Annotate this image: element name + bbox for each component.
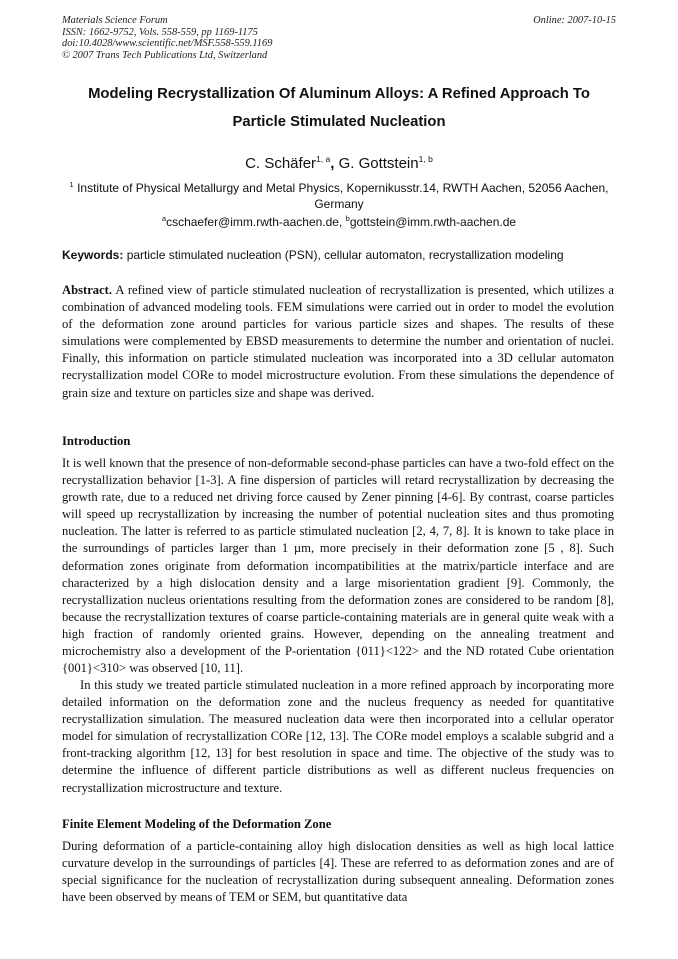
- paper-title: [40, 80, 638, 136]
- title-line-1: Modeling Recrystallization Of Aluminum Alloys: A Refined Approach To: [88, 86, 590, 102]
- email-a-sup: a: [161, 214, 167, 223]
- affiliation: [62, 177, 616, 212]
- introduction-heading: Introduction: [62, 434, 131, 448]
- affiliation-text: Institute of Physical Metallurgy and Metal Physics, Kopernikusstr.14, RWTH Aachen, 52056 Aachen, Germany: [77, 181, 609, 211]
- keywords: [62, 248, 616, 263]
- email-separator: ,: [338, 215, 346, 229]
- issn-line: ISSN: 1662-9752, Vols. 558-559, pp 1169-1175: [62, 26, 258, 38]
- journal-header: [62, 15, 616, 61]
- author-2-name: G. Gottstein: [338, 155, 419, 172]
- author-separator: ,: [330, 155, 339, 172]
- fem-heading: Finite Element Modeling of the Deformation Zone: [62, 817, 332, 831]
- doi-line: doi:10.4028/www.scientific.net/MSF.558-559.1169: [62, 38, 273, 50]
- title-line-2: Particle Stimulated Nucleation: [232, 114, 446, 130]
- email-line: [0, 211, 678, 230]
- email-b: gottstein@imm.rwth-aachen.de: [349, 215, 517, 229]
- author-list: [0, 150, 678, 173]
- author-2-sup: 1, b: [418, 154, 433, 164]
- abstract-label: Abstract.: [62, 283, 113, 297]
- abstract-text: A refined view of particle stimulated nucleation of recrystallization is presented, which utilizes a combination of advanced modeling tools. FEM simulations were carried out in order to model the evolution of the deformation zone around particles for various particle sizes and shapes. The results of these simulations were complemented by EBSD measurements to determine the number and orientation of nuclei. Finally, this information on particle stimulated nucleation was incorporated into a 3D cellular automaton recrystallization model CORe to model microstructure evolution. From these simulations the dependence of grain size and texture on particles size and shape was derived.: [62, 283, 614, 400]
- introduction-paragraph-1: It is well known that the presence of non-deformable second-phase particles can have a two-fold effect on the recrystallization behavior [1-3]. A fine dispersion of particles will retard recrystallization by decreasing the growth rate, due to a reduced net driving force caused by Zener pinning [4-6]. By contrast, coarse particles will speed up recrystallization by increasing the number of potential nucleation sites and thus promoting nucleation. The latter is referred to as particle stimulated nucleation [2, 4, 7, 8]. It is known to take place in the surroundings of particles larger than 1 µm, more precisely in their deformation zone [5 , 8]. Such deformation zones originate from deformation incompatibilities at the matrix/particle interface and are characterized by a high dislocation density and a large misorientation gradient [9]. Commonly, the recrystallization nucleus orientations resulting from the deformation zones are considered to be random [8], because the recrystallization textures of coarse particle-containing materials are in general quite weak with a high fraction of randomly oriented grains. However, depending on the annealing treatment and microchemistry also a development of the P-orientation {011}<122> and the ND rotated Cube orientation {001}<310> was observed [10, 11].: [62, 456, 614, 676]
- affiliation-sup: 1: [69, 180, 74, 189]
- author-1-sup: 1, a: [316, 154, 331, 164]
- keywords-text: particle stimulated nucleation (PSN), cellular automaton, recrystallization modeling: [126, 248, 564, 262]
- keywords-label: Keywords:: [62, 248, 124, 262]
- introduction-paragraph-2: In this study we treated particle stimulated nucleation in a more refined approach by incorporating more detailed information on the deformation zone and the nucleus frequency as needed for quantitative recrystallization simulation. The measured nucleation data were then incorporated into a cellular operator model for simulation of recrystallization CORe [12, 13]. The CORe model employs a scalable subgrid and a front-tracking algorithm [12, 13] for best resolution in space and time. The objective of the study was to determine the influence of different particle distributions as well as different nucleus frequencies on recrystallization microstructure and texture.: [62, 678, 614, 795]
- online-date: Online: 2007-10-15: [533, 15, 616, 26]
- copyright-line: © 2007 Trans Tech Publications Ltd, Switzerland: [62, 49, 268, 61]
- journal-name: Materials Science Forum: [62, 15, 168, 26]
- abstract-paragraph: [62, 282, 614, 402]
- fem-paragraph-1: During deformation of a particle-containing alloy high dislocation densities as well as high local lattice curvature develop in the surroundings of particles [4]. These are referred to as deformation zones and are of special significance for the nucleation of recrystallization during subsequent annealing. Deformation zones have been observed by means of TEM or SEM, but quantitative data: [62, 839, 614, 905]
- author-1-name: C. Schäfer: [245, 155, 317, 172]
- email-a: cschaefer@imm.rwth-aachen.de: [166, 215, 339, 229]
- email-b-sup: b: [345, 214, 350, 223]
